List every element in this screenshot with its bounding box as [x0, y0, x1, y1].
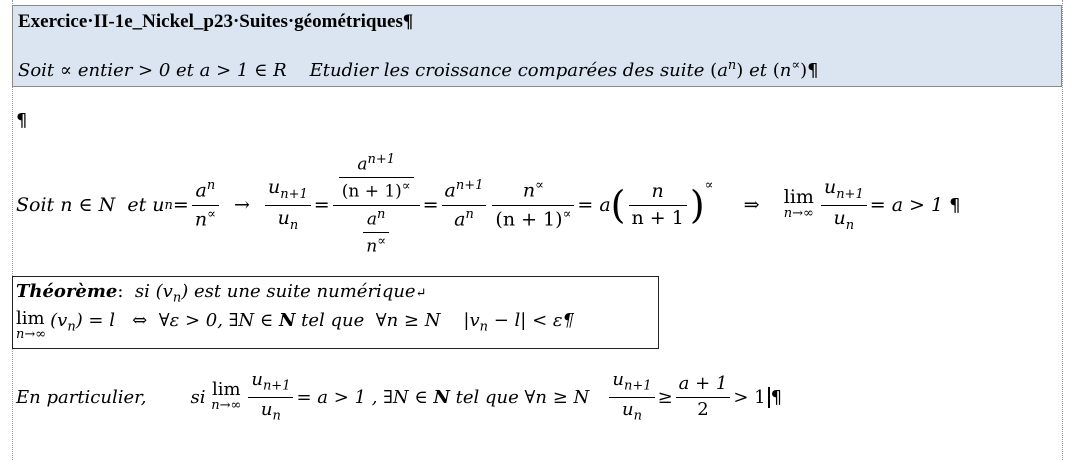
theorem-box — [12, 276, 659, 349]
problem-intro: Soit — [18, 60, 55, 81]
u-symbol: u — [823, 175, 837, 198]
soit-label: Soit — [16, 194, 55, 216]
u-subscript: n+1 — [280, 186, 308, 202]
theorem-label: Théorème — [16, 281, 118, 302]
paren-n-plus-1: (n + 1) — [495, 207, 563, 230]
alpha-symbol: ∝ — [59, 60, 73, 81]
a-symbol: a — [357, 154, 368, 175]
limit-operator — [784, 188, 814, 221]
problem-var: a — [199, 60, 211, 81]
u-subscript: n+1 — [262, 378, 291, 394]
fraction-a-n-over-n-alpha — [192, 179, 219, 230]
u-subscript: n — [289, 217, 299, 233]
geq-symbol: ≥ — [657, 386, 673, 408]
theorem-text: si (v — [134, 281, 173, 302]
set-N-bold: N — [433, 386, 450, 408]
exponent: n+1 — [455, 178, 484, 194]
implies-symbol: ⇒ — [743, 194, 760, 216]
denominator-n: n — [194, 207, 208, 230]
lim-arg: (v — [50, 310, 68, 331]
forall-n: ∀n ≥ N — [375, 310, 441, 331]
paren-n-plus-1: (n + 1) — [341, 181, 402, 202]
u-subscript: n — [272, 408, 281, 424]
iff-symbol: ⇔ — [132, 310, 148, 331]
seq2-base: n — [779, 60, 792, 81]
lim-text: lim — [211, 378, 241, 400]
text-cursor: ¶ — [768, 387, 782, 408]
theorem-line-1 — [16, 281, 427, 306]
alpha-exponent: ∝ — [704, 178, 714, 193]
arrow-symbol: → — [233, 194, 250, 216]
right-margin-line — [1062, 0, 1063, 460]
lim-arg-subscript: n — [67, 319, 76, 335]
si-label: si — [190, 386, 206, 408]
gt-one: > 1 — [733, 386, 766, 408]
et-label: et — [127, 194, 147, 216]
n-in-N: n ∈ N — [60, 194, 116, 216]
theorem-text-end: ) est une suite numérique — [181, 281, 416, 302]
a-plus-1: a + 1 — [678, 372, 728, 394]
ratio-formula-line: Soit n ∈ N et u n = $\frac{a^n}{n^\propto}$ → $\frac{u_{n+1}}{u_n}$ = $\frac{\frac{a^{n+1}}{(n + 1)^\propto}}{\frac{a^n}{n^\propto}}$ = $\frac{a^{n+1}}{a^n}$ $\frac{n^\propto}{(n + 1)^\propto}$ = a ( $\frac{n}{n + 1}$ ) ∝ ⇒ lim n→∞ $\frac{u_{n+1}}{u_n}$ = a > 1 ¶ — [16, 152, 961, 257]
ratio-fraction — [265, 177, 311, 233]
lim-text: lim — [783, 186, 814, 209]
u-subscript: n — [845, 217, 855, 233]
a-symbol: a — [366, 209, 378, 230]
lim-text: lim — [16, 308, 45, 329]
fraction-n-ratio — [492, 179, 574, 230]
theorem-subscript: n — [172, 290, 182, 306]
lim-subscript: n→∞ — [211, 397, 242, 413]
numerator-a: a — [195, 179, 207, 202]
exercise-title: Exercice·II-1e_Nickel_p23·Suites·géométriques¶ — [18, 11, 414, 32]
n-symbol: n — [651, 179, 664, 202]
a-symbol: a — [454, 207, 466, 230]
u-symbol: u — [277, 206, 290, 229]
set-N-bold: N — [278, 310, 296, 331]
two: 2 — [697, 398, 709, 420]
limit-operator — [211, 378, 242, 413]
problem-statement: Soit ∝ entier > 0 et a > 1 ∈ R Etudier les croissance comparées des suite $(a^n)$ et (n∝)¶ — [18, 58, 819, 81]
u-subscript: n — [164, 197, 173, 213]
ratio-fraction — [609, 370, 654, 424]
alpha-exponent: ∝ — [401, 179, 411, 195]
alpha-exponent: ∝ — [535, 178, 544, 194]
u-subscript: n — [633, 408, 642, 424]
seq2-exp: ∝ — [791, 58, 801, 73]
a-symbol: a — [444, 179, 456, 202]
abs-expr: |v — [463, 310, 480, 331]
lim-subscript: n→∞ — [783, 206, 814, 222]
limit-result: = a > 1 — [869, 194, 944, 216]
denominator-exp: ∝ — [207, 206, 216, 222]
limit-ratio-fraction — [248, 370, 293, 424]
tel-que: tel que — [301, 310, 365, 331]
seq1-exp: n — [727, 58, 737, 73]
n-plus-1: n + 1 — [631, 206, 684, 229]
lim-arg-end: ) = l — [75, 310, 115, 331]
lim-subscript: n→∞ — [16, 327, 47, 342]
exponent: n+1 — [367, 152, 395, 168]
inner-fraction-top — [339, 153, 414, 202]
exponent: n — [465, 206, 474, 222]
alpha-exponent: ∝ — [377, 233, 387, 249]
limit-ratio-fraction — [821, 177, 867, 233]
problem-cond1: entier > 0 et — [77, 60, 194, 81]
u-symbol: u — [251, 368, 263, 390]
a-symbol: a — [599, 194, 611, 216]
empty-paragraph-mark: ¶ — [16, 110, 28, 131]
u-symbol: u — [622, 398, 634, 420]
line-break-mark: ↵ — [415, 286, 427, 301]
u-symbol: u — [267, 175, 281, 198]
u-symbol: u — [612, 368, 625, 390]
abs-end: − l| < ε¶ — [493, 310, 574, 331]
alpha-exponent: ∝ — [562, 206, 572, 222]
theorem-condition: ∀ε > 0, ∃N ∈ — [158, 310, 274, 331]
inner-fraction-bottom — [363, 208, 389, 257]
numerator-exp: n — [206, 178, 216, 194]
u-subscript: n+1 — [624, 378, 652, 394]
particular-label: En particulier, — [16, 386, 147, 408]
seq1-base: a — [717, 60, 728, 81]
theorem-colon: : — [117, 281, 124, 302]
u-symbol: u — [833, 206, 846, 229]
limit-operator — [16, 310, 46, 342]
nested-fraction — [333, 153, 420, 257]
problem-cond2: > 1 ∈ R — [216, 60, 287, 81]
exponent: n — [377, 206, 386, 222]
particular-result: = a > 1 , ∃N ∈ — [296, 386, 428, 408]
equals-sign: = — [172, 194, 189, 216]
u-subscript: n+1 — [836, 186, 864, 202]
u-symbol: u — [260, 398, 273, 420]
abs-subscript: n — [479, 319, 488, 335]
particular-case-line — [16, 364, 782, 430]
u-symbol: u — [152, 194, 165, 216]
theorem-line-2 — [16, 310, 574, 342]
n-symbol: n — [522, 179, 536, 202]
fraction-a-plus-1-over-2 — [676, 374, 731, 420]
tel-que: tel que ∀n ≥ N — [455, 386, 590, 408]
exercise-header-box — [12, 5, 1062, 87]
pilcrow-mark: ¶ — [807, 60, 819, 81]
n-symbol: n — [366, 236, 378, 257]
problem-and: et — [749, 60, 767, 81]
pilcrow-mark: ¶ — [949, 194, 961, 216]
problem-task: Etudier les croissance comparées des suite — [309, 60, 705, 81]
fraction-a-ratio — [442, 179, 487, 230]
fraction-n-over-n-plus-1 — [629, 181, 687, 230]
